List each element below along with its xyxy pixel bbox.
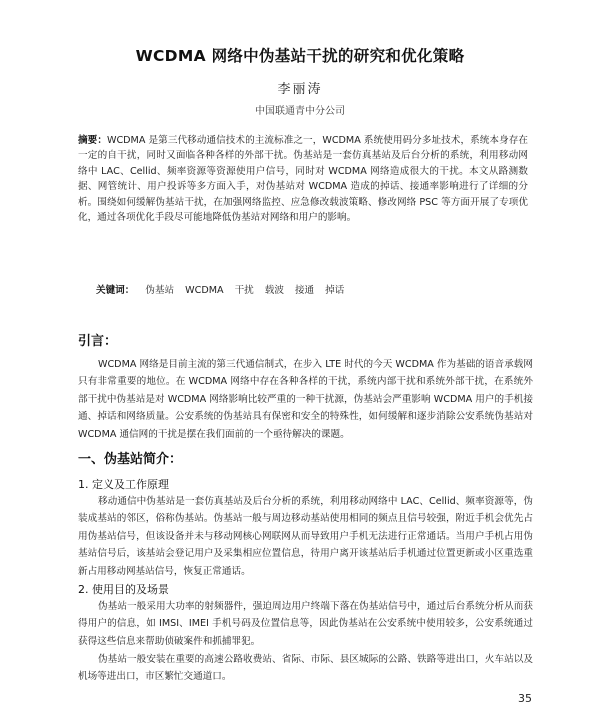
- author-affiliation: 中国联通青中分公司: [255, 106, 345, 117]
- keyword: 接通: [294, 285, 315, 296]
- subsection2-paragraph-2: 伪基站一般安装在重要的高速公路收费站、省际、市际、县区城际的公路、铁路等进出口，火车站以及机场等进出口，市区繁忙交通道口。: [78, 654, 533, 683]
- subsection2-heading: 2. 使用目的及场景: [78, 583, 169, 596]
- keyword: 干扰: [234, 285, 254, 296]
- abstract: [78, 133, 528, 225]
- paper-title: WCDMA 网络中伪基站干扰的研究和优化策略: [135, 47, 465, 65]
- keywords: [96, 282, 526, 296]
- abstract-text: WCDMA 是第三代移动通信技术的主流标准之一，WCDMA 系统使用码分多址技术，系统本身存在一定的自干扰，同时又面临各种各样的外部干扰。伪基站是一套仿真基站及后台分析的系统，利用移动网络中 LAC、Cellid、频率资源等资源使用户信号，同时对 WCDMA 网络造成很大的干扰。本文从路测数据、网管统计、用户投诉等多方面入手，对伪基站对 WCDMA 造成的掉话、接通率影响进行了详细的分析。围绕如何缓解伪基站干扰，在加强网络监控、应急修改载波策略、修改网络 PSC 等方面开展了专项优化，通过各项优化手段尽可能地降低伪基站对网络和用户的影响。: [78, 135, 528, 224]
- page-number: 35: [518, 692, 532, 705]
- keyword: 掉话: [325, 285, 345, 296]
- subsection2-paragraph: 伪基站一般采用大功率的射频器件，强迫周边用户终端下落在伪基站信号中，通过后台系统分析从而获得用户的信息，如 IMSI、IMEI 手机号码及位置信息等，因此伪基站在公安系统中使用较多，公安系统通过获得这些信息来帮助侦破案件和抓捕罪犯。: [78, 601, 533, 647]
- keyword: WCDMA: [185, 285, 224, 296]
- abstract-label: 摘要：: [78, 135, 107, 146]
- keyword: 载波: [264, 285, 284, 296]
- subsection1-paragraph: 移动通信中伪基站是一套仿真基站及后台分析的系统，利用移动网络中 LAC、Cellid、频率资源等，伪装成基站的邻区，俗称伪基站。伪基站一般与周边移动基站使用相同的频点且信号较强，附近手机会优先占用伪基站信号，但该设备并未与移动网核心网联网从而导致用户手机无法进行正常通话。当用户手机占用伪基站信号后，该基站会登记用户及采集相应位置信息，待用户离开该基站后手机通过位置更新或小区重选重新占用移动网基站信号，恢复正常通话。: [78, 496, 533, 577]
- subsection1-heading: 1. 定义及工作原理: [78, 478, 169, 491]
- intro-heading: 引言：: [78, 334, 118, 349]
- section1-heading: 一、伪基站简介：: [78, 452, 183, 467]
- keyword: 伪基站: [145, 285, 175, 296]
- keywords-label: 关键词：: [96, 285, 135, 296]
- author-name: 李丽涛: [277, 82, 323, 97]
- intro-paragraph: WCDMA 网络是目前主流的第三代通信制式，在步入 LTE 时代的今天 WCDMA 作为基础的语音承载网只有非常重要的地位。在 WCDMA 网络中存在各种各样的干扰，系统内部干扰和系统外部干扰，在系统外部干扰中伪基站是对 WCDMA 网络影响比较严重的一种干扰源，伪基站会严重影响 WCDMA 用户的手机接通、掉话和网络质量。公安系统的伪基站具有保密和安全的特殊性，如何缓解和逐步消除公安系统伪基站对 WCDMA 通信网的干扰是摆在我们面前的一个亟待解决的课题。: [78, 359, 533, 440]
